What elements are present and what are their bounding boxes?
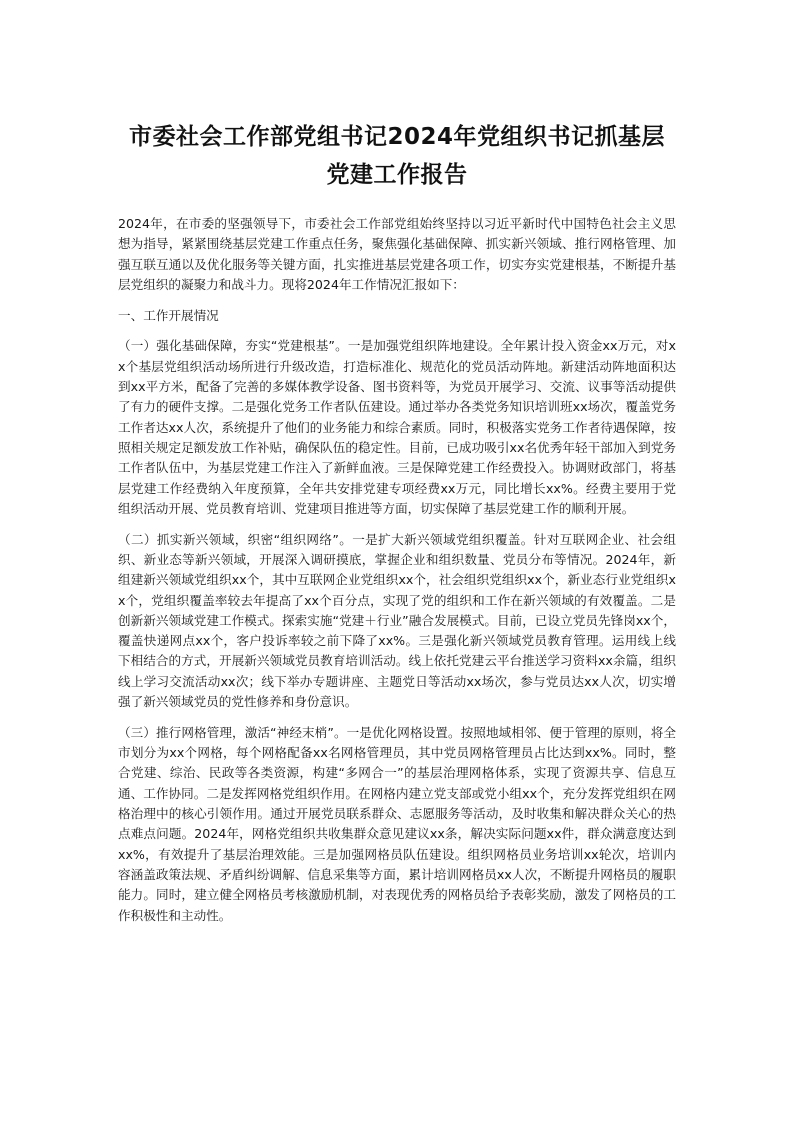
paragraph-grid-management: （三）推行网格管理，激活“神经末梢”。一是优化网格设置。按照地域相邻、便于管理的原则，将全市划分为xx个网格，每个网格配备xx名网格管理员，其中党员网格管理员占比达到xx%。同时，整合党建、综治、民政等各类资源，构建“多网合一”的基层治理网格体系，实现了资源共享、信息互通、工作协同。二是发挥网格党组织作用。在网格内建立党支部或党小组xx个，充分发挥党组织在网格治理中的核心引领作用。通过开展党员联系群众、志愿服务等活动，及时收集和解决群众关心的热点难点问题。2024年，网格党组织共收集群众意见建议xx条，解决实际问题xx件，群众满意度达到xx%，有效提升了基层治理效能。三是加强网格员队伍建设。组织网格员业务培训xx轮次，培训内容涵盖政策法规、矛盾纠纷调解、信息采集等方面，累计培训网格员xx人次，不断提升网格员的履职能力。同时，建立健全网格员考核激励机制，对表现优秀的网格员给予表彰奖励，激发了网格员的工作积极性和主动性。 <box>118 724 676 923</box>
title-line-2: 党建工作报告 <box>326 162 468 188</box>
document-body <box>118 214 676 926</box>
document-title <box>118 118 676 194</box>
section-heading-work-progress: 一、工作开展情况 <box>118 307 219 323</box>
title-line-1: 市委社会工作部党组书记2024年党组织书记抓基层 <box>128 124 665 150</box>
paragraph-basic-guarantee: （一）强化基础保障，夯实“党建根基”。一是加强党组织阵地建设。全年累计投入资金xx万元，对xx个基层党组织活动场所进行升级改造，打造标准化、规范化的党员活动阵地。新建活动阵地面积达到xx平方米，配备了完善的多媒体教学设备、图书资料等，为党员开展学习、交流、议事等活动提供了有力的硬件支撑。二是强化党务工作者队伍建设。通过举办各类党务知识培训班xx场次，覆盖党务工作者达xx人次，系统提升了他们的业务能力和综合素质。同时，积极落实党务工作者待遇保障，按照相关规定足额发放工作补贴，确保队伍的稳定性。目前，已成功吸引xx名优秀年轻干部加入到党务工作者队伍中，为基层党建工作注入了新鲜血液。三是保障党建工作经费投入。协调财政部门，将基层党建工作经费纳入年度预算，全年共安排党建专项经费xx万元，同比增长xx%。经费主要用于党组织活动开展、党员教育培训、党建项目推进等方面，切实保障了基层党建工作的顺利开展。 <box>118 338 676 516</box>
document-page <box>118 118 676 936</box>
intro-paragraph: 2024年，在市委的坚强领导下，市委社会工作部党组始终坚持以习近平新时代中国特色社会主义思想为指导，紧紧围绕基层党建工作重点任务，聚焦强化基础保障、抓实新兴领域、推行网格管理、加强互联互通以及优化服务等关键方面，扎实推进基层党建各项工作，切实夯实党建根基，不断提升基层党组织的凝聚力和战斗力。现将2024年工作情况汇报如下： <box>118 216 676 292</box>
paragraph-new-fields: （二）抓实新兴领域，织密“组织网络”。一是扩大新兴领域党组织覆盖。针对互联网企业、社会组织、新业态等新兴领域，开展深入调研摸底，掌握企业和组织数量、党员分布等情况。2024年，新组建新兴领域党组织xx个，其中互联网企业党组织xx个，社会组织党组织xx个，新业态行业党组织xx个，党组织覆盖率较去年提高了xx个百分点，实现了党的组织和工作在新兴领域的有效覆盖。二是创新新兴领域党建工作模式。探索实施“党建＋行业”融合发展模式。目前，已设立党员先锋岗xx个，覆盖快递网点xx个，客户投诉率较之前下降了xx%。三是强化新兴领域党员教育管理。运用线上线下相结合的方式，开展新兴领域党员教育培训活动。线上依托党建云平台推送学习资料xx余篇，组织线上学习交流活动xx次；线下举办专题讲座、主题党日等活动xx场次，参与党员达xx人次，切实增强了新兴领域党员的党性修养和身份意识。 <box>118 531 676 710</box>
